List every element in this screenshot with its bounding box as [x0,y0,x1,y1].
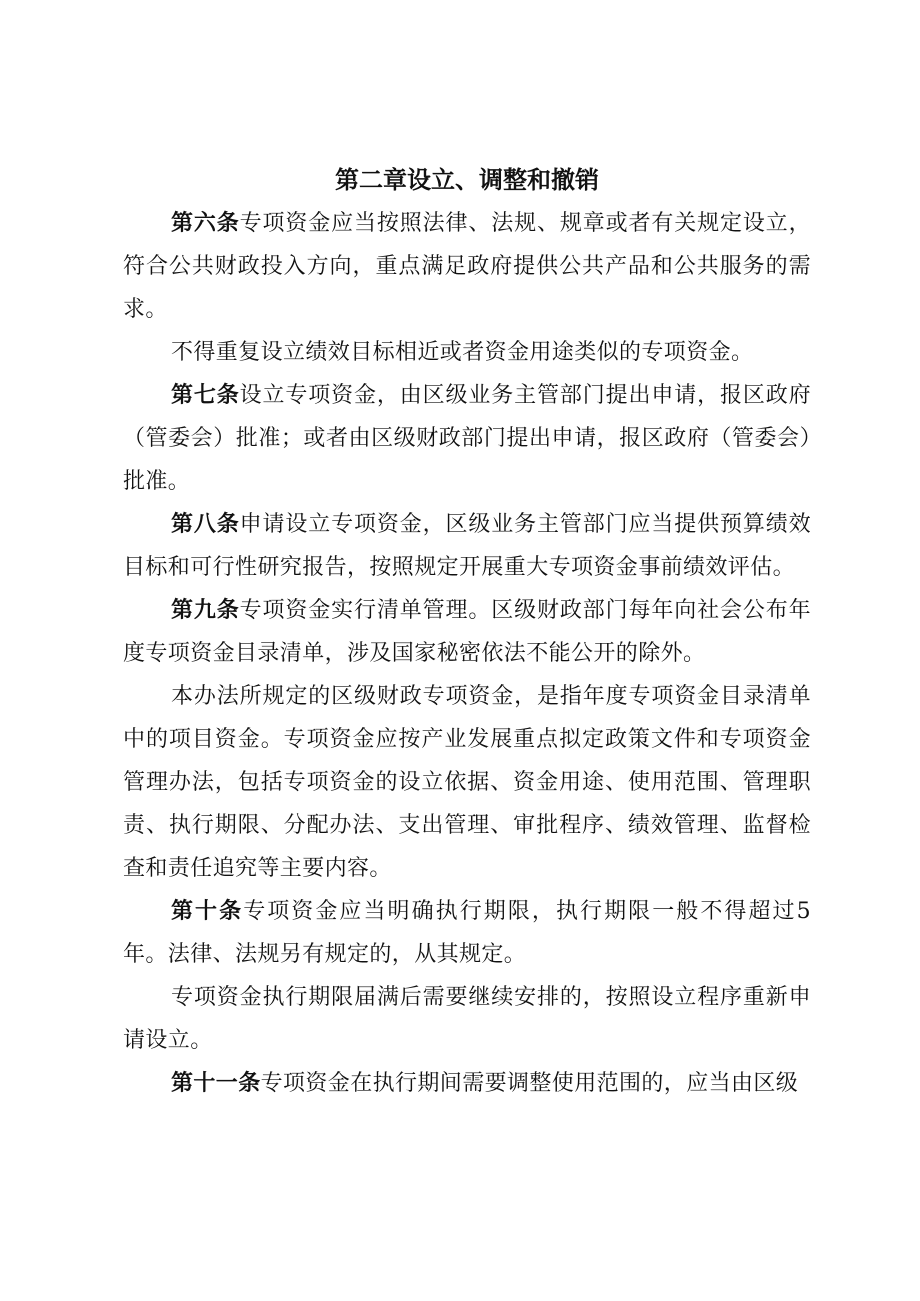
chapter-title: 第二章设立、调整和撤销 [335,165,599,194]
paragraph-text: 专项资金执行期限届满后需要继续安排的，按照设立程序重新申请设立。 [123,985,811,1053]
paragraph-text: 专项资金应当按照法律、法规、规章或者有关规定设立，符合公共财政投入方向，重点满足政府提供公共产品和公共服务的需求。 [123,211,811,322]
article-number: 第七条 [171,382,240,408]
paragraph-text: 专项资金应当明确执行期限，执行期限一般不得超过5年。法律、法规另有规定的，从其规定。 [123,899,811,967]
paragraph-article-9-clause-2 [123,675,811,890]
paragraph-text: 设立专项资金，由区级业务主管部门提出申请，报区政府（管委会）批准；或者由区级财政部门提出申请，报区政府（管委会）批准。 [123,383,811,494]
paragraph-article-6 [123,202,811,331]
paragraph-text: 本办法所规定的区级财政专项资金，是指年度专项资金目录清单中的项目资金。专项资金应按产业发展重点拟定政策文件和专项资金管理办法，包括专项资金的设立依据、资金用途、使用范围、管理职责、执行期限、分配办法、支出管理、审批程序、绩效管理、监督检查和责任追究等主要内容。 [123,684,811,881]
paragraph-article-7 [123,374,811,503]
paragraph-article-11 [123,1062,811,1105]
article-number: 第十一条 [171,1070,261,1096]
paragraph-article-8 [123,503,811,589]
paragraph-text: 专项资金在执行期间需要调整使用范围的，应当由区级 [260,1071,799,1096]
paragraph-article-6-clause-2 [123,331,811,374]
document-body [123,158,811,1105]
paragraph-text: 不得重复设立绩效目标相近或者资金用途类似的专项资金。 [171,340,754,365]
paragraph-text: 专项资金实行清单管理。区级财政部门每年向社会公布年度专项资金目录清单，涉及国家秘密依法不能公开的除外。 [123,598,811,666]
article-number: 第六条 [171,210,240,236]
paragraph-article-10-clause-2 [123,976,811,1062]
article-number: 第九条 [171,597,240,623]
paragraph-text: 申请设立专项资金，区级业务主管部门应当提供预算绩效目标和可行性研究报告，按照规定开展重大专项资金事前绩效评估。 [123,512,811,580]
article-number: 第八条 [171,511,240,537]
paragraph-article-10 [123,890,811,976]
article-number: 第十条 [171,898,244,924]
paragraph-article-9 [123,589,811,675]
